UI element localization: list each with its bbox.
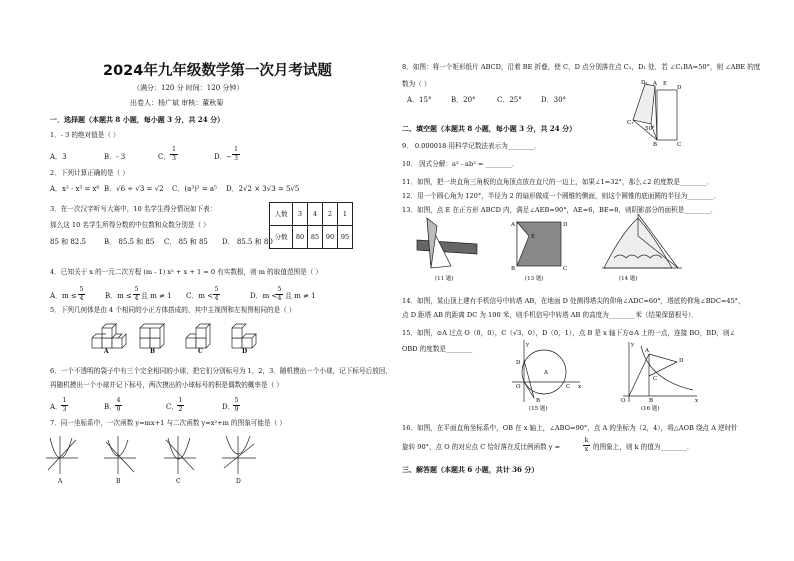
q6-stem2: 再随机摸出一个小球并记下标号，两次摸出的小球标号的积是偶数的概率是（ ） bbox=[50, 381, 283, 389]
q5-label-a: A bbox=[104, 348, 109, 355]
q4-stem: 4．已知关于 x 的一元二次方程 (m - 1) x² + x + 1 = 0 有实数根，则 m 的取值范围是（ ） bbox=[50, 268, 323, 276]
fig13-label-b: B bbox=[511, 266, 516, 272]
fig11 bbox=[417, 216, 477, 274]
fig8-label-d: D bbox=[677, 85, 682, 91]
table-cell: 85 bbox=[308, 226, 323, 249]
fig8-label-e: E bbox=[663, 81, 668, 87]
q14b: 点 D 距塔 AB 的距离 DC 为 100 米，则手机信号中转塔 AB 的高度为________米（结果保留根号）． bbox=[402, 311, 698, 319]
fig16-label-o: O bbox=[621, 398, 626, 404]
q13: 13．如图，点 E 在正方形 ABCD 内，满足∠AEB=90°，AE=6，BE=8，则阴影部分的面积是________． bbox=[402, 206, 718, 214]
q4-opt-b: B．m ≤ bbox=[105, 292, 132, 300]
table-cell: 80 bbox=[293, 226, 308, 249]
q6-stem: 6．一个不透明的袋子中有三个完全相同的小球，把它们分别标号为 1，2，3．随机摸出一个小球，记下标号后放回， bbox=[50, 367, 392, 375]
frac-den: 4 bbox=[79, 294, 84, 302]
q2-opt-a: A．x² · x³ = x⁶ bbox=[50, 185, 100, 193]
q6-frac-b bbox=[115, 397, 122, 413]
q14: 14．如图，某山顶上建有手机信号中转塔 AB，在地面 D 处测得塔尖的仰角∠ADC=60°，塔底的仰角∠BDC=45°， bbox=[402, 297, 745, 305]
q5-label-b: B bbox=[150, 348, 156, 355]
frac-num: k bbox=[584, 437, 589, 444]
graph-a bbox=[46, 436, 78, 474]
q16b: 旋转 90°，点 O 的对应点 C 恰好落在反比例函数 y = bbox=[402, 443, 561, 451]
q5-stem: 5．下列几何体是由 4 个相同的小正方体搭成的，其中主视图和左视图相同的是（ ） bbox=[50, 306, 296, 314]
fig15-caption: (15 题) bbox=[529, 406, 548, 412]
fig13-label-a: A bbox=[511, 222, 515, 228]
q16c: 的图象上，则 k 的值为________． bbox=[593, 443, 694, 451]
q8-opt-d: D．30° bbox=[541, 96, 567, 104]
fig8-label-a: A bbox=[653, 81, 657, 87]
frac-den: 2 bbox=[178, 405, 183, 413]
frac-num: 4 bbox=[116, 397, 121, 404]
fig8-label-c1: C₁ bbox=[627, 120, 634, 126]
frac-num: 5 bbox=[214, 286, 219, 293]
q7-stem: 7．同一坐标系中，一次函数 y=mx+1 与二次函数 y=x²+m 的图象可能是（ ） bbox=[50, 419, 286, 427]
q4-frac-d bbox=[276, 286, 283, 302]
q6-frac-d bbox=[233, 397, 240, 413]
section1-heading: 一．选择题（本题共 8 小题，每小题 3 分，共 24 分） bbox=[50, 115, 225, 124]
graph-c bbox=[164, 436, 196, 474]
fig16-label-b: B bbox=[649, 398, 654, 404]
fig8-label-d1: D₁ bbox=[641, 80, 648, 86]
q4-frac-a bbox=[78, 286, 85, 302]
q10: 10． 因式分解：a³ - ab² = ________． bbox=[402, 160, 519, 168]
fig14-caption: (14 题) bbox=[619, 276, 638, 282]
table-row bbox=[270, 203, 353, 226]
q3-opt-c: C． 85 和 85 bbox=[164, 238, 208, 246]
frac-den: 4 bbox=[277, 294, 282, 302]
q7-label-b: B bbox=[116, 478, 121, 485]
q4-opt-d-tail: 且 m ≠ 1 bbox=[285, 292, 316, 300]
graph-d bbox=[222, 436, 256, 474]
frac-den: 4 bbox=[214, 294, 219, 302]
q8-opt-a: A．15° bbox=[407, 96, 432, 104]
fig16-label-d: D bbox=[679, 358, 684, 364]
q4-opt-d: D．m < bbox=[250, 292, 278, 300]
table-cell: 3 bbox=[293, 203, 308, 226]
fig15 bbox=[512, 340, 582, 404]
table-cell: 分数 bbox=[270, 226, 293, 249]
q3-opt-d: D． 85.5 和 80 bbox=[222, 238, 273, 246]
fig16-label-c: C bbox=[653, 376, 658, 382]
fig16-label-y: y bbox=[631, 342, 635, 348]
frac-den: 3 bbox=[232, 154, 240, 163]
q3-opt-a: 85 和 82.5 bbox=[50, 238, 86, 246]
q2-opt-b: B．√6 ÷ √3 = √2 bbox=[104, 185, 164, 193]
graph-b bbox=[104, 436, 136, 474]
exam-authors: 出卷人：杨广斌 审核：董秋菊 bbox=[130, 99, 224, 107]
cube-figure-d bbox=[232, 324, 256, 348]
fig15-label-o: O bbox=[516, 384, 521, 390]
q7-label-a: A bbox=[58, 478, 63, 485]
frac-den: 9 bbox=[234, 405, 239, 413]
table-cell: 90 bbox=[323, 226, 338, 249]
q2-opt-d: D．2√2 × 3√3 = 5√5 bbox=[226, 185, 300, 193]
frac-den: 9 bbox=[116, 405, 121, 413]
q6-frac-a bbox=[61, 397, 68, 413]
fig15-label-y: y bbox=[526, 342, 530, 348]
q7-label-d: D bbox=[236, 478, 241, 485]
fig16 bbox=[619, 340, 699, 404]
fig11-caption: (11 题) bbox=[435, 276, 454, 282]
frac-num: 5 bbox=[277, 286, 282, 293]
section3-heading: 三、解答题（本题共 6 小题，共计 36 分） bbox=[402, 465, 539, 474]
q7-label-c: C bbox=[176, 478, 181, 485]
fig8-label-angle: 50° bbox=[645, 126, 655, 132]
q12: 12．用一个圆心角为 120°，半径为 2 的扇形做成一个圆锥的侧面，则这个圆锥的底面圆的半径为________． bbox=[402, 192, 721, 200]
frac-num: 1 bbox=[234, 146, 238, 153]
fig13-label-d: D bbox=[563, 222, 568, 228]
fig13-caption: (13 题) bbox=[525, 276, 544, 282]
q6-opt-a: A． bbox=[50, 403, 63, 411]
q16-frac bbox=[583, 437, 590, 453]
q1-opt-b: B．- 3 bbox=[104, 153, 126, 161]
table-row bbox=[270, 226, 353, 249]
frac-num: 5 bbox=[134, 286, 139, 293]
score-table bbox=[269, 202, 353, 249]
q5-label-c: C bbox=[198, 348, 203, 355]
q2-opt-c: C．(a³)² = a⁵ bbox=[172, 185, 217, 193]
fig15-label-x: x bbox=[578, 384, 582, 390]
q1-frac-d bbox=[232, 146, 240, 162]
fig13-label-c: C bbox=[563, 266, 568, 272]
fig16-caption: (16 题) bbox=[641, 406, 660, 412]
q6-opt-d: D． bbox=[222, 403, 235, 411]
q1-opt-d: D． bbox=[214, 153, 227, 161]
q1-stem: 1．- 3 的绝对值是（ ） bbox=[50, 131, 120, 139]
q8-opt-b: B．20° bbox=[451, 96, 476, 104]
table-cell: 4 bbox=[308, 203, 323, 226]
section2-heading: 二、填空题（本题共 8 小题，每小题 3 分，共 24 分） bbox=[402, 124, 577, 133]
q6-opt-c: C． bbox=[166, 403, 179, 411]
q3-stem: 3．在一次汉字听写大赛中，10 名学生得分情况如下表： bbox=[50, 205, 217, 213]
q3-opt-b: B． 85.5 和 85 bbox=[104, 238, 155, 246]
frac-num: 5 bbox=[79, 286, 84, 293]
q5-label-d: D bbox=[242, 348, 248, 355]
table-cell: 95 bbox=[338, 226, 353, 249]
cube-figures bbox=[90, 320, 270, 362]
q3-stem2: 那么这 10 名学生所得分数的中位数和众数分别是（ ） bbox=[50, 221, 210, 229]
cube-figure-a bbox=[92, 324, 126, 348]
q4-opt-a: A．m ≤ bbox=[50, 292, 77, 300]
q8-stem2: 数为（ ） bbox=[402, 80, 431, 88]
cube-figure-c bbox=[186, 324, 210, 348]
table-cell: 人数 bbox=[270, 203, 293, 226]
fig14 bbox=[602, 212, 682, 274]
q1-neg-d: − bbox=[226, 153, 232, 161]
fig13-label-e: E bbox=[531, 234, 536, 240]
q15: 15．如图，⊙A 过点 O（0，0），C（√3，0），D（0，1），点 B 是 x 轴下方⊙A 上的一点，连接 BO，BD，则∠ bbox=[402, 329, 736, 337]
table-cell: 2 bbox=[323, 203, 338, 226]
q1-opt-a: A．3 bbox=[50, 153, 67, 161]
q4-opt-b-tail: 且 m ≠ 1 bbox=[141, 292, 172, 300]
q7-graphs bbox=[44, 432, 274, 476]
q1-opt-c: C． bbox=[158, 153, 171, 161]
fig8-label-b: B bbox=[653, 142, 658, 148]
fig16-label-a: A bbox=[645, 348, 649, 354]
q15b: OBD 的度数是________ bbox=[402, 345, 473, 353]
q6-frac-c bbox=[177, 397, 184, 413]
fig15-label-b: B bbox=[536, 398, 541, 404]
exam-title: 2024年九年级数学第一次月考试题 bbox=[103, 63, 332, 79]
q9: 9． 0.000018 用科学记数法表示为________． bbox=[402, 142, 541, 150]
q8-opt-c: C．25° bbox=[497, 96, 522, 104]
fig13 bbox=[509, 218, 569, 272]
q4-frac-c bbox=[213, 286, 220, 302]
q2-stem: 2．下列计算正确的是（ ） bbox=[50, 169, 129, 177]
frac-den: 4 bbox=[134, 294, 139, 302]
exam-meta: （满分：120 分 时间：120 分钟） bbox=[133, 84, 244, 92]
q8-stem: 8．如图：将一个矩形纸片 ABCD，沿着 BE 折叠，使 C，D 点分别落在点 C₁，D₁ 处．若 ∠C₁BA=50°，则 ∠ABE 的度 bbox=[402, 63, 761, 71]
frac-den: 3 bbox=[62, 405, 67, 413]
q16: 16．如图，在平面直角坐标系中，OB 在 x 轴上，∠ABO=90°，点 A 的坐标为（2，4），将△AOB 绕点 A 逆时针 bbox=[402, 424, 738, 432]
q4-frac-b bbox=[133, 286, 140, 302]
table-cell: 1 bbox=[338, 203, 353, 226]
right-column bbox=[397, 0, 794, 561]
cube-figure-b bbox=[140, 324, 164, 348]
fig8-label-c: C bbox=[677, 142, 682, 148]
fig15-label-c: C bbox=[566, 384, 571, 390]
frac-den: x bbox=[584, 445, 589, 453]
fig16-label-x: x bbox=[695, 398, 699, 404]
q8-figure bbox=[627, 80, 697, 146]
q6-opt-b: B． bbox=[104, 403, 117, 411]
frac-num: 1 bbox=[62, 397, 67, 404]
frac-den: 3 bbox=[170, 154, 178, 163]
frac-num: 5 bbox=[234, 397, 239, 404]
q1-frac-c bbox=[170, 146, 178, 162]
q4-opt-c: C．m < bbox=[186, 292, 214, 300]
frac-num: 1 bbox=[172, 146, 176, 153]
fig15-label-d: D bbox=[516, 360, 521, 366]
frac-num: 1 bbox=[178, 397, 183, 404]
fig15-label-a: A bbox=[544, 370, 548, 376]
q11: 11．如图，把一块直角三角板的直角顶点放在直尺的一边上，如果∠1=32°，那么∠2 的度数是________． bbox=[402, 178, 713, 186]
